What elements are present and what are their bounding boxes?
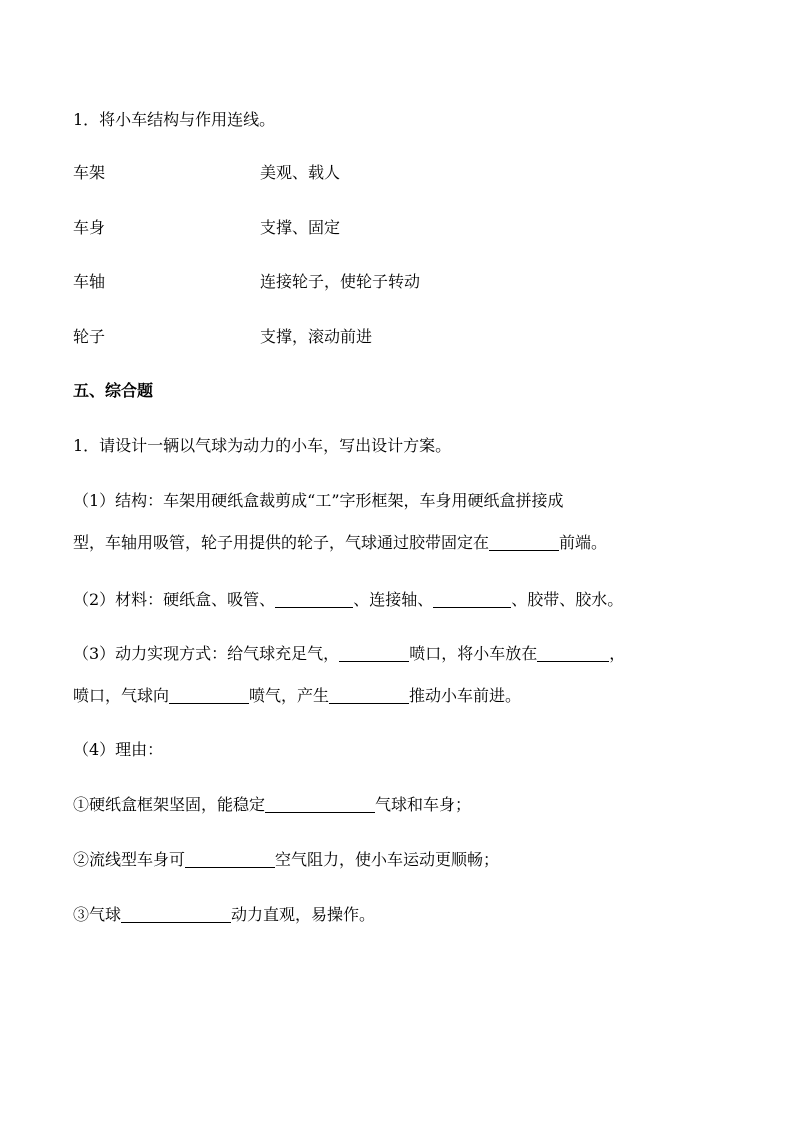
- left-item-axle: 车轴: [73, 272, 106, 291]
- reason-1-text-b: 气球和车身；: [375, 795, 472, 814]
- matching-question: 1．将小车结构与作用连线。: [73, 110, 276, 129]
- blank-3[interactable]: [433, 591, 511, 608]
- blank-9[interactable]: [185, 851, 275, 868]
- power-text-a: （3）动力实现方式：给气球充足气，: [73, 644, 340, 663]
- right-item-1: 美观、载人: [260, 163, 341, 182]
- power-text-e: 喷气，产生: [249, 686, 330, 705]
- structure-line-1: （1）结构：车架用硬纸盒裁剪成“工”字形框架，车身用硬纸盒拼接成: [73, 491, 564, 510]
- reason-1: [73, 795, 471, 815]
- materials-text-a: （2）材料：硬纸盒、吸管、: [73, 590, 276, 609]
- reason-2-text-b: 空气阻力，使小车运动更顺畅；: [275, 850, 500, 869]
- blank-10[interactable]: [121, 906, 231, 923]
- left-item-frame: 车架: [73, 163, 106, 182]
- reasons-title: （4）理由：: [73, 740, 164, 759]
- power-text-c: ，: [609, 644, 626, 663]
- left-item-wheel: 轮子: [73, 327, 106, 346]
- right-item-3: 连接轮子，使轮子转动: [260, 272, 421, 291]
- section-heading: 五、综合题: [73, 381, 154, 400]
- materials-line: [73, 590, 623, 610]
- structure-text-a: 型，车轴用吸管，轮子用提供的轮子，气球通过胶带固定在: [73, 533, 490, 552]
- power-line-1: [73, 644, 625, 664]
- power-text-d: 喷口，气球向: [73, 686, 170, 705]
- left-item-body: 车身: [73, 218, 106, 237]
- blank-2[interactable]: [275, 591, 353, 608]
- blank-7[interactable]: [329, 687, 409, 704]
- reason-2-text-a: ②流线型车身可: [73, 850, 186, 869]
- materials-text-b: 、连接轴、: [353, 590, 434, 609]
- power-text-f: 推动小车前进。: [409, 686, 522, 705]
- design-question: 1．请设计一辆以气球为动力的小车，写出设计方案。: [73, 436, 452, 455]
- materials-text-c: 、胶带、胶水。: [511, 590, 624, 609]
- blank-1[interactable]: [489, 534, 559, 551]
- blank-4[interactable]: [339, 645, 409, 662]
- structure-text-b: 前端。: [559, 533, 608, 552]
- right-item-2: 支撑、固定: [260, 218, 341, 237]
- reason-3: [73, 905, 375, 925]
- reason-3-text-b: 动力直观，易操作。: [231, 905, 376, 924]
- power-line-2: [73, 686, 521, 706]
- blank-5[interactable]: [537, 645, 609, 662]
- blank-8[interactable]: [265, 796, 375, 813]
- reason-3-text-a: ③气球: [73, 905, 122, 924]
- right-item-4: 支撑，滚动前进: [260, 327, 373, 346]
- reason-1-text-a: ①硬纸盒框架坚固，能稳定: [73, 795, 266, 814]
- blank-6[interactable]: [169, 687, 249, 704]
- structure-line-2: [73, 533, 607, 553]
- power-text-b: 喷口，将小车放在: [409, 644, 538, 663]
- reason-2: [73, 850, 499, 870]
